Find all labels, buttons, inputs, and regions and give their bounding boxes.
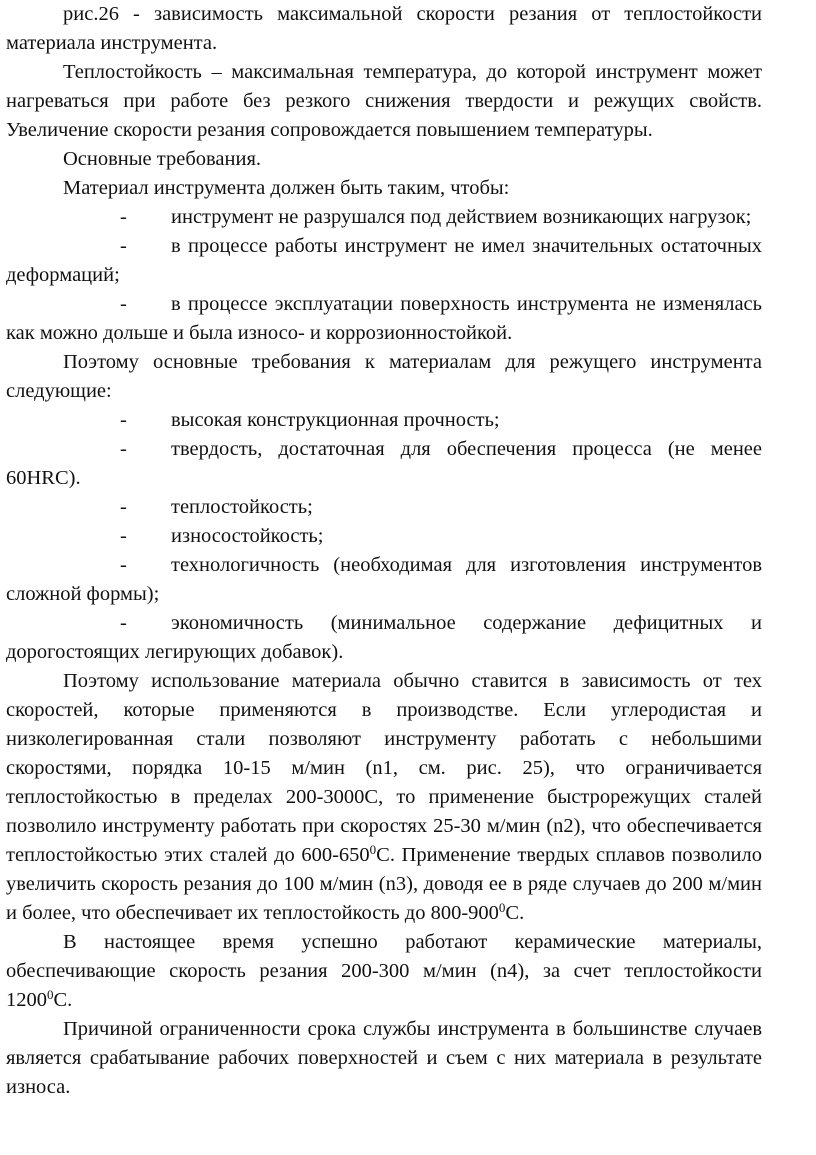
list-item — [6, 435, 762, 493]
usage-text-3: С. — [505, 902, 525, 924]
list-item-text: инструмент не разрушался под действием возникающих нагрузок; — [171, 206, 752, 228]
list-dash: - — [120, 438, 127, 460]
ceramics-text-2: С. — [53, 989, 73, 1011]
list-dash: - — [120, 496, 127, 518]
list-item-text: экономичность (минимальное содержание дефицитных и дорогостоящих легирующих добавок). — [6, 612, 762, 663]
degree-superscript: 0 — [47, 987, 54, 1002]
list-item — [6, 406, 762, 435]
list-dash: - — [120, 235, 127, 257]
requirements-list-intro: Поэтому основные требования к материалам для режущего инструмента следующие: — [6, 351, 762, 402]
list-item — [6, 290, 762, 348]
requirements-heading: Основные требования. — [63, 148, 262, 170]
list-dash: - — [120, 293, 127, 315]
requirements-list-1 — [6, 203, 762, 348]
list-item — [6, 551, 762, 609]
figure-caption: рис.26 - зависимость максимальной скорости резания от теплостойкости материала инструмента. — [6, 3, 762, 54]
requirements-intro: Материал инструмента должен быть таким, чтобы: — [63, 177, 510, 199]
list-item — [6, 609, 762, 667]
list-item — [6, 232, 762, 290]
degree-superscript: 0 — [369, 842, 377, 857]
list-item-text: в процессе эксплуатации поверхность инструмента не изменялась как можно дольше и была износо- и коррозионностойкой. — [6, 293, 762, 344]
usage-text-1: Поэтому использование материала обычно ставится в зависимость от тех скоростей, которые применяются в производстве. Если углеродистая и низколегированная стали позволяют инструменту работать с небольшими скоростями, порядка 10-15 м/мин (n1, см. рис. 25), что ограничивается теплостойкостью в пределах 200-3000С, то применение быстрорежущих сталей позволило инструменту работать при скоростях 25-30 м/мин (n2), что обеспечивается теплостойкостью этих сталей до 600-650 — [6, 670, 762, 866]
list-item-text: высокая конструкционная прочность; — [171, 409, 500, 431]
list-dash: - — [120, 525, 127, 547]
degree-superscript: 0 — [498, 900, 506, 915]
usage-text-2: С. Применение твердых сплавов позволило увеличить скорость резания до 100 м/мин (n3), доводя ее в ряде случаев до 200 м/мин и более, что обеспечивает их теплостойкость до 800-900 — [6, 844, 762, 924]
list-item-text: технологичность (необходимая для изготовления инструментов сложной формы); — [6, 554, 762, 605]
list-dash: - — [120, 612, 127, 634]
requirements-list-2 — [6, 406, 762, 667]
list-item-text: износостойкость; — [171, 525, 324, 547]
heat-resistance-definition: Теплостойкость – максимальная температура, до которой инструмент может нагреваться при работе без резкого снижения твердости и режущих свойств. Увеличение скорости резания сопровождается повышением температуры. — [6, 61, 762, 141]
list-dash: - — [120, 206, 127, 228]
list-dash: - — [120, 554, 127, 576]
list-item-text: твердость, достаточная для обеспечения процесса (не менее 60HRC). — [6, 438, 762, 489]
list-dash: - — [120, 409, 127, 431]
list-item — [6, 522, 762, 551]
wear-paragraph: Причиной ограниченности срока службы инструмента в большинстве случаев является срабатывание рабочих поверхностей и съем с них материала в результате износа. — [6, 1018, 762, 1098]
document-page — [6, 0, 762, 1102]
list-item-text: теплостойкость; — [171, 496, 313, 518]
ceramics-text-1: В настоящее время успешно работают керамические материалы, обеспечивающие скорость резания 200-300 м/мин (n4), за счет теплостойкости 1200 — [6, 931, 762, 1011]
list-item — [6, 493, 762, 522]
list-item — [6, 203, 762, 232]
list-item-text: в процессе работы инструмент не имел значительных остаточных деформаций; — [6, 235, 762, 286]
material-usage-paragraph — [6, 667, 762, 928]
ceramics-paragraph — [6, 928, 762, 1015]
